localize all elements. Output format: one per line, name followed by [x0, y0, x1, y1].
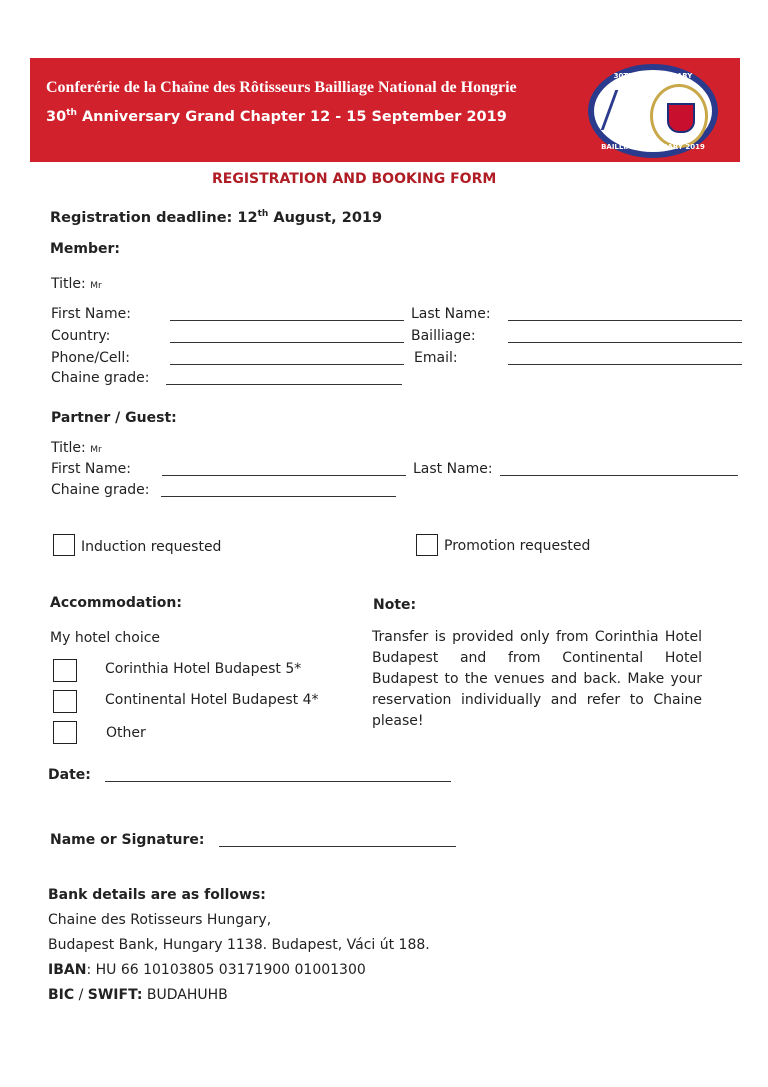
- other-label: Other: [106, 725, 146, 741]
- title-value: Mr: [90, 281, 102, 291]
- partner-title[interactable]: [51, 440, 102, 456]
- partner-first-name-field[interactable]: [162, 461, 406, 476]
- promotion-label: Promotion requested: [444, 538, 591, 554]
- induction-label: Induction requested: [81, 539, 222, 555]
- swift-label: SWIFT:: [87, 987, 143, 1003]
- first-name-field[interactable]: [170, 306, 404, 321]
- grade-label: Chaine grade:: [51, 370, 150, 386]
- seal-icon: [650, 84, 708, 148]
- swift-value: BUDAHUHB: [142, 987, 228, 1003]
- grade-field[interactable]: [166, 370, 402, 385]
- date-label: Date:: [48, 767, 91, 783]
- bridge-icon: [601, 90, 655, 130]
- iban-value: : HU 66 10103805 03171900 01001300: [86, 962, 366, 978]
- partner-title-value: Mr: [90, 445, 102, 455]
- note-text: Transfer is provided only from Corinthia Hotel Budapest and from Continental Hotel Budapest to the venues and back. Make your reservation individually and refer to Chaine please!: [372, 629, 702, 729]
- title-label: Title:: [51, 276, 86, 292]
- logo-bottom-text: BAILLIAGE HUNGARY 2019: [601, 143, 705, 151]
- country-label: Country:: [51, 328, 111, 344]
- header-subtitle: [46, 108, 507, 125]
- subtitle-num: 30: [46, 108, 67, 125]
- registration-deadline: [50, 209, 382, 226]
- partner-grade-label: Chaine grade:: [51, 482, 150, 498]
- bailliage-label: Bailliage:: [411, 328, 476, 344]
- promotion-checkbox[interactable]: [416, 534, 438, 556]
- deadline-pre: Registration deadline: 12: [50, 209, 258, 226]
- member-heading: Member:: [50, 241, 121, 257]
- deadline-sup: th: [257, 209, 269, 219]
- signature-label: Name or Signature:: [50, 832, 205, 848]
- hotel-choice-label: My hotel choice: [50, 630, 161, 646]
- continental-checkbox[interactable]: [53, 690, 77, 713]
- email-label: Email:: [414, 350, 458, 366]
- other-checkbox[interactable]: [53, 721, 77, 744]
- country-field[interactable]: [170, 328, 404, 343]
- bailliage-field[interactable]: [508, 328, 742, 343]
- iban-line: [48, 962, 366, 978]
- partner-heading: Partner / Guest:: [51, 410, 177, 426]
- subtitle-sup: th: [66, 108, 77, 118]
- bank-heading: Bank details are as follows:: [48, 887, 266, 903]
- date-field[interactable]: [105, 767, 451, 782]
- partner-last-name-label: Last Name:: [413, 461, 493, 477]
- bic-label: BIC: [48, 987, 75, 1003]
- form-title: REGISTRATION AND BOOKING FORM: [212, 171, 497, 187]
- induction-checkbox[interactable]: [53, 534, 75, 556]
- bic-sep: /: [74, 987, 88, 1003]
- partner-grade-field[interactable]: [161, 482, 396, 497]
- continental-label: Continental Hotel Budapest 4*: [105, 692, 319, 708]
- last-name-field[interactable]: [508, 306, 742, 321]
- logo-top-text: 30TH ANNIVERSARY: [613, 72, 693, 80]
- member-title[interactable]: [51, 276, 102, 292]
- bic-line: [48, 987, 228, 1003]
- note-heading: Note:: [373, 597, 417, 613]
- bank-line1: Chaine des Rotisseurs Hungary,: [48, 912, 272, 928]
- corinthia-label: Corinthia Hotel Budapest 5*: [105, 661, 302, 677]
- deadline-post: August, 2019: [268, 209, 383, 226]
- header-title: Conferérie de la Chaîne des Rôtisseurs Bailliage National de Hongrie: [46, 79, 517, 96]
- partner-first-name-label: First Name:: [51, 461, 131, 477]
- last-name-label: Last Name:: [411, 306, 491, 322]
- accommodation-heading: Accommodation:: [50, 595, 182, 611]
- first-name-label: First Name:: [51, 306, 131, 322]
- subtitle-rest: Anniversary Grand Chapter 12 - 15 September 2019: [76, 108, 507, 125]
- iban-label: IBAN: [48, 962, 87, 978]
- email-field[interactable]: [508, 350, 742, 365]
- shield-icon: [667, 103, 695, 133]
- partner-last-name-field[interactable]: [500, 461, 738, 476]
- corinthia-checkbox[interactable]: [53, 659, 77, 682]
- phone-field[interactable]: [170, 350, 404, 365]
- anniversary-logo: [588, 64, 718, 158]
- partner-title-label: Title:: [51, 440, 86, 456]
- phone-label: Phone/Cell:: [51, 350, 130, 366]
- signature-field[interactable]: [219, 832, 456, 847]
- bank-line2: Budapest Bank, Hungary 1138. Budapest, Váci út 188.: [48, 937, 430, 953]
